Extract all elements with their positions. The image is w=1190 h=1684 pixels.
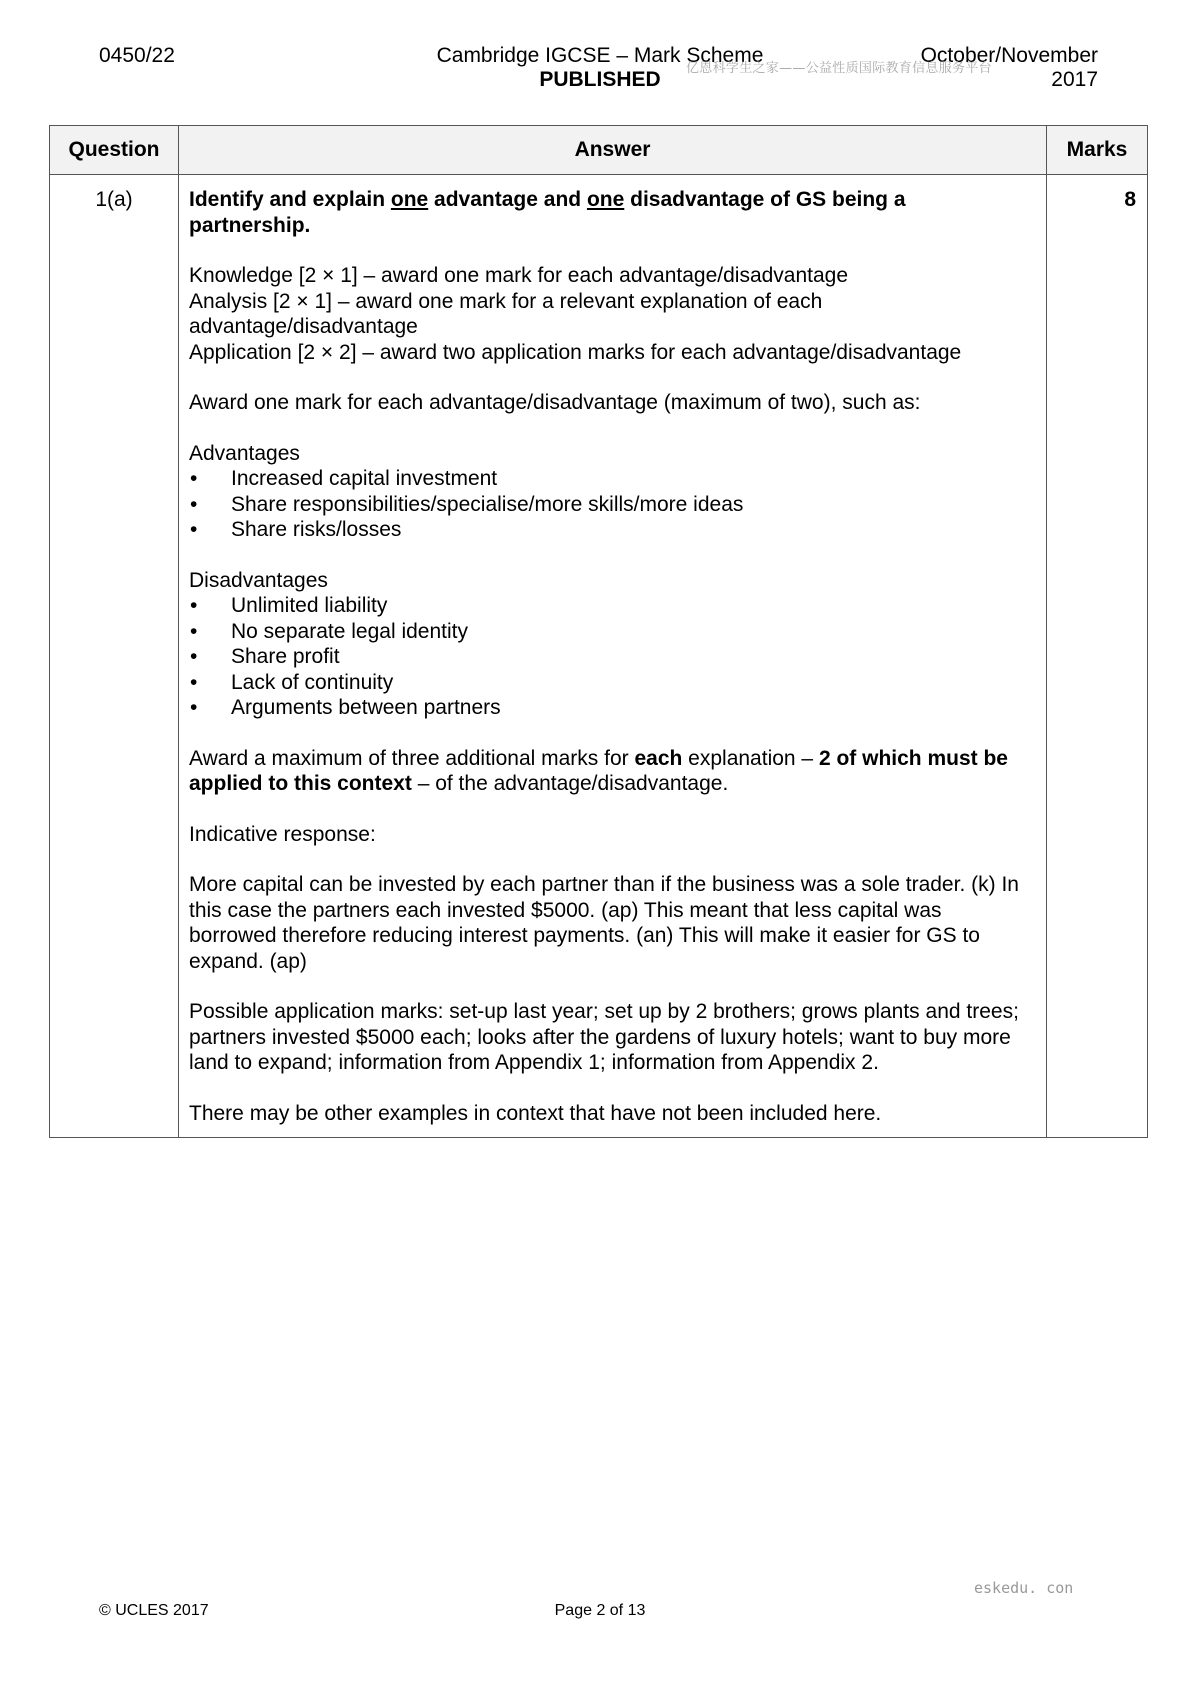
advantages-heading: Advantages [189,441,300,465]
list-item: • No separate legal identity [189,619,1028,645]
analysis-criterion: Analysis [2 × 1] – award one mark for a relevant explanation of each advantage/disadvantage [189,289,823,338]
other-examples-note: There may be other examples in context that have not been included here. [189,1101,882,1125]
instruction-bold: 2 of which must be applied to this context [189,746,1008,795]
marking-criteria [189,263,1028,365]
instruction-part: – of the advantage/disadvantage. [411,772,729,795]
marks-value: 8 [1047,175,1148,1138]
advantages-list [189,466,1028,543]
instruction-part: Award a maximum of three additional marks for [189,746,635,770]
award-instruction: Award one mark for each advantage/disadvantage (maximum of two), such as: [189,391,921,414]
prompt-part: advantage and [428,188,587,211]
title-text: Cambridge IGCSE – Mark Scheme [436,44,764,67]
instruction-part: explanation – [682,746,819,770]
answer-cell [179,175,1047,1138]
list-item: • Arguments between partners [189,695,1028,721]
site-watermark: eskedu. con [974,1579,1074,1597]
list-item: • Share risks/losses [189,517,1028,543]
indicative-label: Indicative response: [189,822,376,846]
session-year: 2017 [1051,68,1098,91]
application-criterion: Application [2 × 2] – award two application marks for each advantage/disadvantage [189,340,962,364]
table-row [50,175,1148,1138]
list-item: • Lack of continuity [189,670,1028,696]
question-prompt [189,187,1028,238]
question-number: 1(a) [50,175,179,1138]
disadvantages-heading: Disadvantages [189,568,328,592]
prompt-underlined: one [390,188,429,211]
list-item: • Share responsibilities/specialise/more skills/more ideas [189,492,1028,518]
additional-marks-instruction [189,746,1028,797]
prompt-part: disadvantage of GS being a partnership. [189,188,906,237]
application-marks-note: Possible application marks: set-up last year; set up by 2 brothers; grows plants and trees; partners invested $5000 each; looks after the gardens of luxury hotels; want to buy more land to expand; information from Appendix 1; information from Appendix 2. [189,1000,1019,1074]
watermark-text: 亿恩科学生之家——公益性质国际教育信息服务平台 [686,61,992,76]
marks-column-header: Marks [1047,126,1148,175]
copyright-notice: © UCLES 2017 [99,1602,209,1619]
syllabus-code: 0450/22 [99,44,175,67]
published-label: PUBLISHED [539,68,661,91]
prompt-underlined: one [586,188,625,211]
list-item: • Share profit [189,644,1028,670]
answer-column-header: Answer [179,126,1047,175]
table-header-row [50,126,1148,175]
mark-scheme-table [49,125,1148,1138]
page-number: Page 2 of 13 [554,1602,646,1619]
indicative-response: More capital can be invested by each partner than if the business was a sole trader. (k) In this case the partners each invested $5000. (ap) This meant that less capital was borrowed therefore reducing interest payments. (an) This will make it easier for GS to expand. (ap) [189,873,1019,973]
list-item: • Unlimited liability [189,593,1028,619]
prompt-part: Identify and explain [189,188,391,211]
instruction-bold: each [634,746,683,770]
disadvantages-list [189,593,1028,721]
question-column-header: Question [50,126,179,175]
session-text: October/November [920,44,1098,67]
list-item: • Increased capital investment [189,466,1028,492]
knowledge-criterion: Knowledge [2 × 1] – award one mark for each advantage/disadvantage [189,264,849,287]
